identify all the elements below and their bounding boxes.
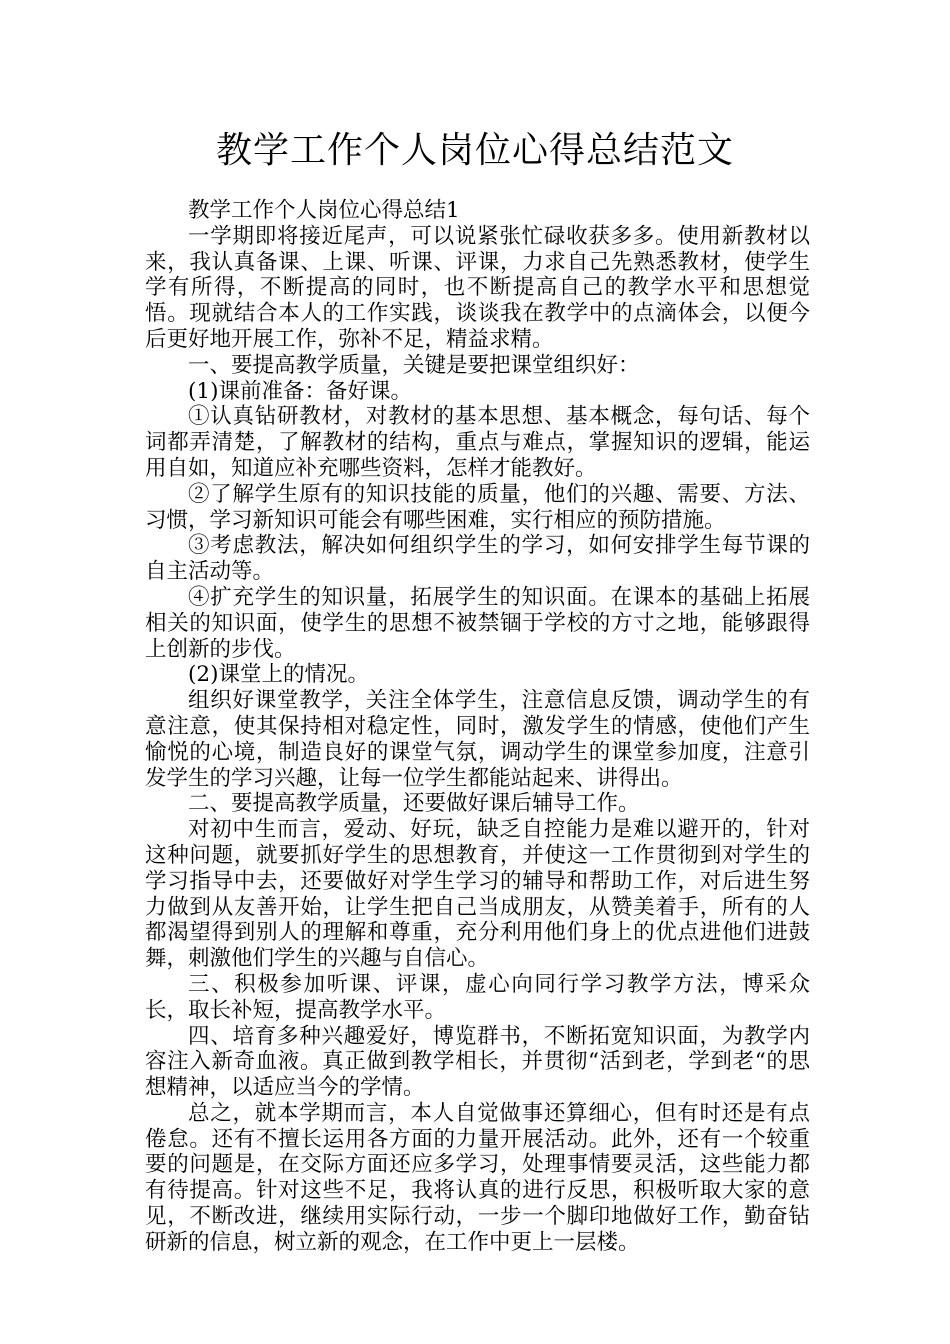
paragraph: (1)课前准备：备好课。 — [188, 378, 412, 404]
paragraph: ③考虑教法，解决如何组织学生的学习，如何安排学生每节课的自主活动等。 — [145, 533, 810, 585]
paragraph: ①认真钻研教材，对教材的基本思想、基本概念，每句话、每个词都弄清楚，了解教材的结构，重点与难点，掌握知识的逻辑，能运用自如，知道应补充哪些资料，怎样才能教好。 — [145, 404, 810, 481]
paragraph: 四、培育多种兴趣爱好，博览群书，不断拓宽知识面，为教学内容注入新奇血液。真正做到教学相长，并贯彻“活到老，学到老“的思想精神，以适应当今的学情。 — [145, 1023, 810, 1101]
paragraph: 一学期即将接近尾声，可以说紧张忙碌收获多多。使用新教材以来，我认真备课、上课、听课、评课，力求自己先熟悉教材，使学生学有所得，不断提高的同时，也不断提高自己的教学水平和思想觉悟。现就结合本人的工作实践，谈谈我在教学中的点滴体会，以便今后更好地开展工作，弥补不足，精益求精。 — [145, 223, 810, 352]
paragraph: 一、要提高教学质量，关键是要把课堂组织好： — [188, 352, 640, 378]
paragraph: 二、要提高教学质量，还要做好课后辅导工作。 — [188, 791, 640, 817]
paragraph: 组织好课堂教学，关注全体学生，注意信息反馈，调动学生的有意注意，使其保持相对稳定性，同时，激发学生的情感，使他们产生愉悦的心境，制造良好的课堂气氛，调动学生的课堂参加度，注意引发学生的学习兴趣，让每一位学生都能站起来、讲得出。 — [145, 688, 810, 791]
document-body — [145, 198, 810, 1256]
paragraph: ②了解学生原有的知识技能的质量，他们的兴趣、需要、方法、习惯，学习新知识可能会有哪些困难，实行相应的预防措施。 — [145, 481, 810, 533]
paragraph: 对初中生而言，爱动、好玩，缺乏自控能力是难以避开的，针对这种问题，就要抓好学生的思想教育，并使这一工作贯彻到对学生的学习指导中去，还要做好对学生学习的辅导和帮助工作，对后进生努力做到从友善开始，让学生把自己当成朋友，从赞美着手，所有的人都渴望得到别人的理解和尊重，充分利用他们身上的优点进他们进鼓舞，刺激他们学生的兴趣与自信心。 — [145, 817, 810, 972]
paragraph: ④扩充学生的知识量，拓展学生的知识面。在课本的基础上拓展相关的知识面，使学生的思想不被禁锢于学校的方寸之地，能够跟得上创新的步伐。 — [145, 584, 810, 662]
paragraph: (2)课堂上的情况。 — [188, 662, 369, 688]
section-heading: 教学工作个人岗位心得总结1 — [188, 198, 460, 223]
document-title: 教学工作个人岗位心得总结范文 — [215, 130, 734, 171]
paragraph: 三、积极参加听课、评课，虚心向同行学习教学方法，博采众长，取长补短，提高教学水平。 — [145, 971, 810, 1023]
paragraph: 总之，就本学期而言，本人自觉做事还算细心，但有时还是有点倦怠。还有不擅长运用各方面的力量开展活动。此外，还有一个较重要的问题是，在交际方面还应多学习，处理事情要灵活，这些能力都有待提高。针对这些不足，我将认真的进行反思，积极听取大家的意见，不断改进，继续用实际行动，一步一个脚印地做好工作，勤奋钻研新的信息，树立新的观念，在工作中更上一层楼。 — [145, 1100, 810, 1255]
